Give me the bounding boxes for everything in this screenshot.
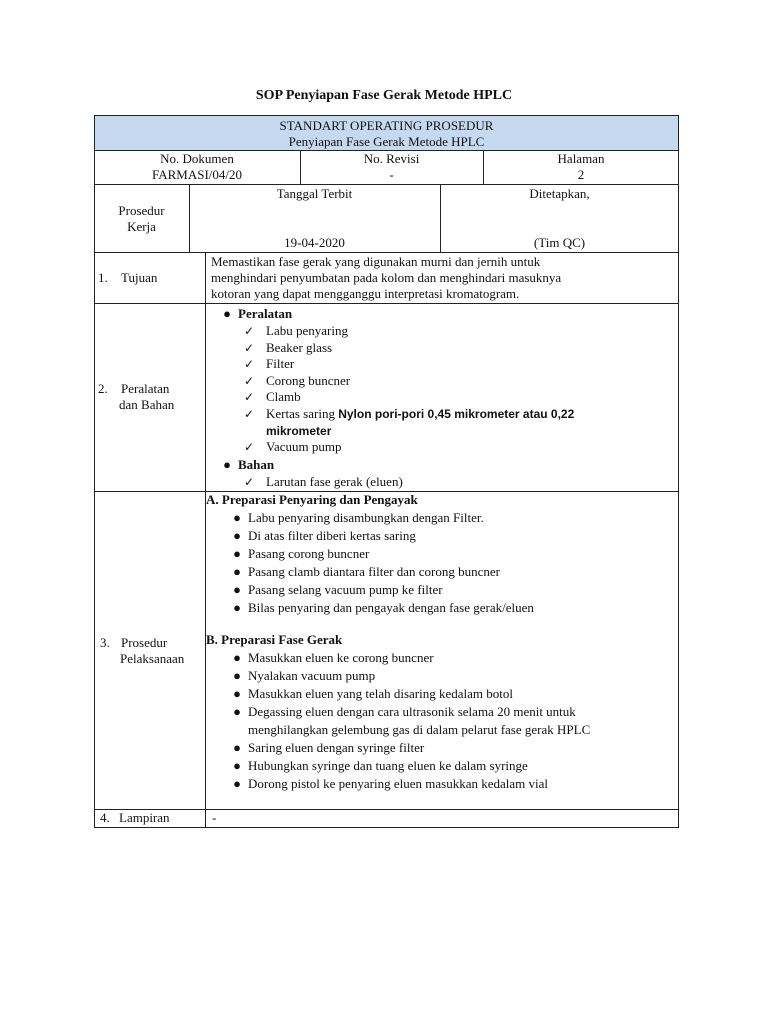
peralatan-label-1: Peralatan — [121, 381, 170, 396]
check-icon: ✓ — [244, 474, 255, 489]
no-dokumen-label: No. Dokumen — [160, 151, 234, 166]
tanggal-terbit-label: Tanggal Terbit — [276, 186, 353, 201]
halaman-cell — [483, 151, 679, 183]
bullet-icon: ● — [233, 704, 241, 719]
list-item: ● Bilas penyaring dan pengayak dengan fase gerak/eluen — [230, 599, 674, 617]
no-revisi-value: - — [389, 167, 394, 182]
peralatan-label-2: dan Bahan — [119, 397, 175, 412]
bullet-icon: ● — [233, 650, 241, 665]
bullet-icon: ● — [233, 564, 241, 579]
list-item: ✓ Clamb — [244, 389, 301, 405]
ditetapkan-value: (Tim QC) — [533, 235, 586, 250]
bullet-icon: ● — [233, 758, 241, 773]
lampiran-value: - — [212, 810, 217, 825]
check-icon: ✓ — [244, 357, 255, 372]
prosedur-number: 3. — [100, 635, 110, 650]
bullet-icon: ● — [233, 546, 241, 561]
tujuan-text — [211, 254, 673, 302]
tujuan-label: Tujuan — [121, 270, 158, 285]
tujuan-line-1: Memastikan fase gerak yang digunakan murni dan jernih untuk — [211, 254, 541, 269]
section-b-title: B. Preparasi Fase Gerak — [206, 632, 343, 647]
list-item: ✓ Larutan fase gerak (eluen) — [244, 473, 403, 489]
ditetapkan-label: Ditetapkan, — [529, 186, 590, 201]
bullet-icon: ● — [223, 306, 231, 321]
lampiran-label-cell — [100, 810, 170, 826]
check-icon: ✓ — [244, 440, 255, 455]
bullet-icon: ● — [233, 510, 241, 525]
prosedur-label-cell — [100, 635, 184, 667]
list-item-degassing — [230, 703, 674, 739]
prosedur-kerja-label-2: Kerja — [127, 219, 156, 234]
list-item: ● Labu penyaring disambungkan dengan Filter. — [230, 509, 674, 527]
list-item: ● Pasang selang vacuum pump ke filter — [230, 581, 674, 599]
no-revisi-label: No. Revisi — [363, 151, 420, 166]
bullet-icon: ● — [233, 528, 241, 543]
list-item: ● Pasang corong buncner — [230, 545, 674, 563]
document-title: SOP Penyiapan Fase Gerak Metode HPLC — [255, 88, 513, 103]
degassing-line-1: Degassing eluen dengan cara ultrasonik selama 20 menit untuk — [248, 704, 576, 719]
tanggal-terbit-value: 19-04-2020 — [284, 235, 345, 250]
bullet-icon: ● — [223, 456, 231, 472]
list-item: ● Dorong pistol ke penyaring eluen masukkan kedalam vial — [230, 775, 674, 793]
no-revisi-cell — [300, 151, 483, 183]
list-item: ● Hubungkan syringe dan tuang eluen ke dalam syringe — [230, 757, 674, 775]
list-item: ● Masukkan eluen ke corong buncner — [230, 649, 674, 667]
list-item: ✓ Corong buncner — [244, 372, 351, 388]
kertas-saring-prefix: Kertas saring — [266, 405, 335, 421]
list-item: ● Pasang clamb diantara filter dan corong buncner — [230, 563, 674, 581]
header-line1: STANDART OPERATING PROSEDUR — [279, 118, 494, 133]
prosedur-label-1: Prosedur — [121, 635, 168, 650]
bahan-heading: Bahan — [238, 456, 275, 472]
peralatan-heading: Peralatan — [238, 306, 293, 321]
tujuan-line-3: kotoran yang dapat mengganggu interpretasi kromatogram. — [211, 286, 520, 301]
list-item-kertas-saring — [242, 406, 675, 439]
list-item: ✓ Filter — [244, 356, 295, 372]
check-icon: ✓ — [244, 406, 255, 421]
prosedur-label-2: Pelaksanaan — [120, 651, 185, 666]
list-item: ✓ Labu penyaring — [244, 323, 348, 338]
prosedur-kerja-label-1: Prosedur — [118, 203, 165, 218]
kertas-saring-detail-1: Nylon pori-pori 0,45 mikrometer atau 0,22 — [338, 406, 575, 421]
bullet-icon: ● — [233, 668, 241, 683]
list-item: ● Masukkan eluen yang telah disaring kedalam botol — [230, 685, 674, 703]
check-icon: ✓ — [244, 390, 255, 405]
peralatan-content — [220, 305, 675, 490]
check-icon: ✓ — [244, 324, 255, 338]
list-item: ● Di atas filter diberi kertas saring — [230, 527, 674, 545]
sop-header — [94, 115, 679, 151]
no-dokumen-value: FARMASI/04/20 — [151, 167, 243, 182]
prosedur-kerja-cell — [94, 203, 189, 235]
bullet-icon: ● — [233, 740, 241, 755]
halaman-label: Halaman — [557, 151, 605, 166]
tujuan-label-cell — [98, 270, 157, 286]
bullet-icon: ● — [233, 776, 241, 791]
bullet-icon: ● — [233, 600, 241, 615]
peralatan-heading-row — [220, 305, 675, 323]
halaman-value: 2 — [577, 167, 585, 182]
check-icon: ✓ — [244, 340, 255, 355]
degassing-line-2: menghilangkan gelembung gas di dalam pelarut fase gerak HPLC — [248, 722, 591, 737]
list-item: ✓ Vacuum pump — [244, 439, 342, 455]
prosedur-content — [206, 491, 674, 793]
peralatan-label-cell — [98, 381, 174, 413]
lampiran-row — [94, 809, 679, 828]
list-item: ● Nyalakan vacuum pump — [230, 667, 674, 685]
check-icon: ✓ — [244, 373, 255, 388]
list-item: ● Saring eluen dengan syringe filter — [230, 739, 674, 757]
tujuan-number: 1. — [98, 270, 108, 285]
header-line2: Penyiapan Fase Gerak Metode HPLC — [288, 134, 485, 149]
peralatan-number: 2. — [98, 381, 108, 396]
no-dokumen-cell — [94, 151, 300, 183]
kertas-saring-detail-2: mikrometer — [266, 423, 332, 438]
list-item: ✓ Beaker glass — [244, 339, 333, 355]
bullet-icon: ● — [233, 686, 241, 701]
lampiran-number: 4. — [100, 810, 110, 825]
section-a-title: A. Preparasi Penyaring dan Pengayak — [206, 492, 418, 507]
bahan-heading-row — [220, 456, 675, 474]
lampiran-label: Lampiran — [119, 810, 170, 825]
tujuan-line-2: menghindari penyumbatan pada kolom dan menghindari masuknya — [211, 270, 562, 285]
bullet-icon: ● — [233, 582, 241, 597]
